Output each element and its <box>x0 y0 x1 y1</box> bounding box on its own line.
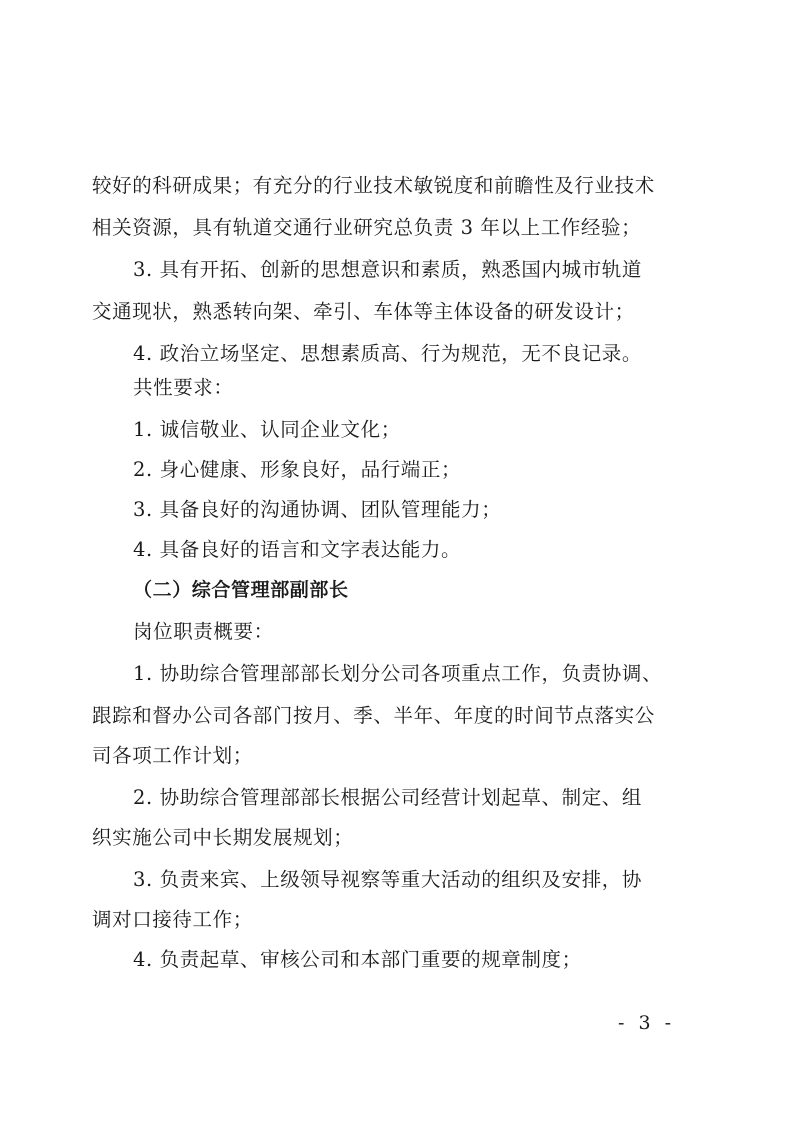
text-line: 1. 协助综合管理部部长划分公司各项重点工作，负责协调、 <box>133 662 663 685</box>
section-label: 共性要求： <box>133 376 234 399</box>
text-line: 2. 身心健康、形象良好，品行端正； <box>133 458 462 481</box>
text-line: 3. 负责来宾、上级领导视察等重大活动的组织及安排，协 <box>133 868 643 891</box>
text-line: 3. 具备良好的沟通协调、团队管理能力； <box>133 498 502 521</box>
page-number: - 3 - <box>618 1012 676 1034</box>
text-line: 交通现状，熟悉转向架、牵引、车体等主体设备的研发设计； <box>92 300 635 323</box>
text-line: 4. 负责起草、审核公司和本部门重要的规章制度； <box>133 948 582 971</box>
section-heading: （二）综合管理部副部长 <box>133 579 349 601</box>
text-line: 2. 协助综合管理部部长根据公司经营计划起草、制定、组 <box>133 786 643 809</box>
text-line: 织实施公司中长期发展规划； <box>92 826 354 849</box>
text-line: 3. 具有开拓、创新的思想意识和素质，熟悉国内城市轨道 <box>133 258 643 281</box>
text-line: 相关资源，具有轨道交通行业研究总负责 3 年以上工作经验； <box>92 216 642 239</box>
text-line: 4. 具备良好的语言和文字表达能力。 <box>133 538 462 561</box>
text-line: 较好的科研成果；有充分的行业技术敏锐度和前瞻性及行业技术 <box>92 174 655 197</box>
text-line: 1. 诚信敬业、认同企业文化； <box>133 418 401 441</box>
text-line: 调对口接待工作； <box>92 908 253 931</box>
section-label: 岗位职责概要： <box>133 620 274 643</box>
text-line: 跟踪和督办公司各部门按月、季、半年、年度的时间节点落实公 <box>92 704 655 727</box>
text-line: 4. 政治立场坚定、思想素质高、行为规范，无不良记录。 <box>133 342 643 365</box>
text-line: 司各项工作计划； <box>92 744 253 767</box>
